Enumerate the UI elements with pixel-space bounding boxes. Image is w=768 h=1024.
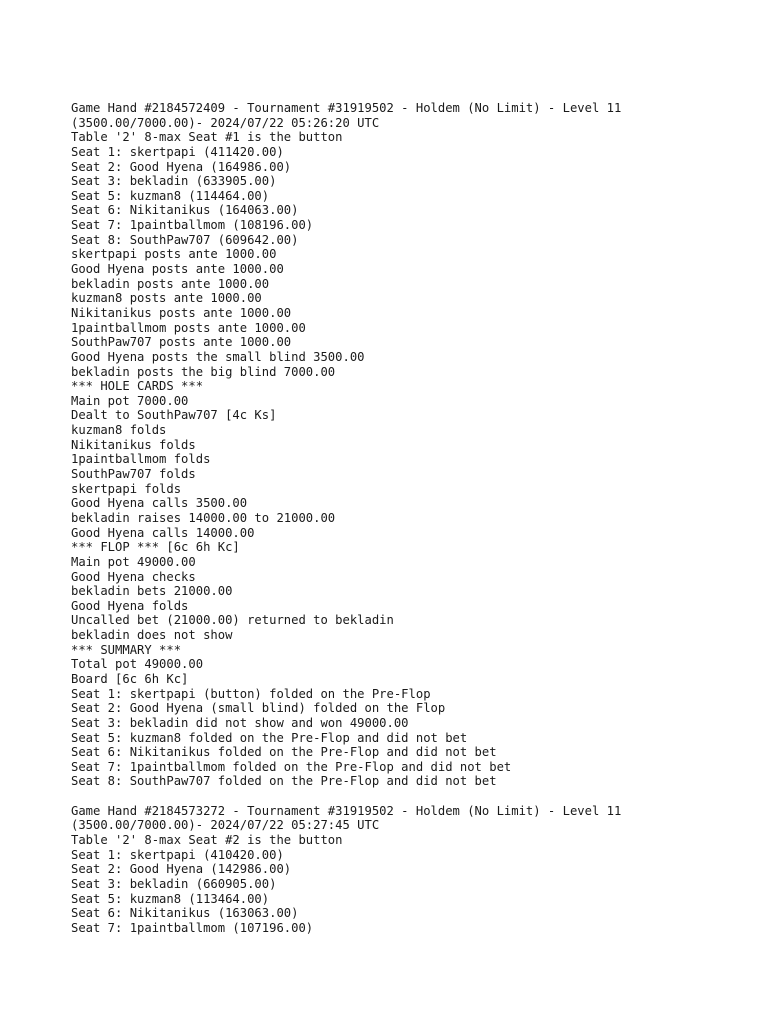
log-line: Uncalled bet (21000.00) returned to bekladin xyxy=(71,613,394,628)
log-line: Good Hyena calls 14000.00 xyxy=(71,525,255,540)
log-line: Seat 1: skertpapi (410420.00) xyxy=(71,847,284,862)
log-line: Seat 3: bekladin (660905.00) xyxy=(71,876,277,891)
log-line: *** FLOP *** [6c 6h Kc] xyxy=(71,540,240,555)
log-line: bekladin bets 21000.00 xyxy=(71,584,233,599)
log-line: Seat 2: Good Hyena (small blind) folded on the Flop xyxy=(71,701,446,716)
log-line: Dealt to SouthPaw707 [4c Ks] xyxy=(71,408,277,423)
log-line: 1paintballmom folds xyxy=(71,452,211,467)
log-line: Good Hyena folds xyxy=(71,598,189,613)
log-line: *** HOLE CARDS *** xyxy=(71,379,204,394)
log-line: kuzman8 posts ante 1000.00 xyxy=(71,291,262,306)
log-line: Main pot 7000.00 xyxy=(71,393,189,408)
log-line: Seat 3: bekladin (633905.00) xyxy=(71,174,277,189)
log-line: Total pot 49000.00 xyxy=(71,657,204,672)
log-line: Good Hyena checks xyxy=(71,569,196,584)
log-line: bekladin posts the big blind 7000.00 xyxy=(71,364,336,379)
log-line: Game Hand #2184572409 - Tournament #31919502 - Holdem (No Limit) - Level 11 xyxy=(71,101,622,115)
log-line: Seat 7: 1paintballmom (108196.00) xyxy=(71,218,314,233)
log-line: Table '2' 8-max Seat #1 is the button xyxy=(71,130,343,145)
log-line: Nikitanikus folds xyxy=(71,437,196,452)
log-line: Board [6c 6h Kc] xyxy=(71,671,189,686)
log-line: (3500.00/7000.00)- 2024/07/22 05:27:45 UTC xyxy=(71,818,380,833)
log-line: Main pot 49000.00 xyxy=(71,554,196,569)
log-line: Seat 8: SouthPaw707 (609642.00) xyxy=(71,232,299,247)
log-line: Good Hyena posts ante 1000.00 xyxy=(71,262,284,277)
log-line: SouthPaw707 posts ante 1000.00 xyxy=(71,335,292,350)
hand-separator xyxy=(71,789,751,804)
hand-history-document xyxy=(71,101,751,936)
log-line: Seat 3: bekladin did not show and won 49000.00 xyxy=(71,715,409,730)
log-line: Seat 6: Nikitanikus (164063.00) xyxy=(71,203,299,218)
log-line: Seat 7: 1paintballmom folded on the Pre-Flop and did not bet xyxy=(71,759,512,774)
log-line: Nikitanikus posts ante 1000.00 xyxy=(71,305,292,320)
log-line: Good Hyena calls 3500.00 xyxy=(71,496,248,511)
hand-block xyxy=(71,101,751,789)
log-line: Seat 1: skertpapi (button) folded on the Pre-Flop xyxy=(71,686,431,701)
log-line: Seat 6: Nikitanikus folded on the Pre-Flop and did not bet xyxy=(71,745,497,760)
log-line: Seat 2: Good Hyena (164986.00) xyxy=(71,159,292,174)
hand-block xyxy=(71,804,751,936)
log-line: Seat 2: Good Hyena (142986.00) xyxy=(71,862,292,877)
log-line: Seat 1: skertpapi (411420.00) xyxy=(71,144,284,159)
log-line: (3500.00/7000.00)- 2024/07/22 05:26:20 UTC xyxy=(71,115,380,130)
log-line: 1paintballmom posts ante 1000.00 xyxy=(71,320,306,335)
log-line: Seat 7: 1paintballmom (107196.00) xyxy=(71,920,314,935)
log-line: bekladin does not show xyxy=(71,628,233,643)
log-line: Table '2' 8-max Seat #2 is the button xyxy=(71,833,343,848)
log-line: Seat 6: Nikitanikus (163063.00) xyxy=(71,906,299,921)
log-line: bekladin raises 14000.00 to 21000.00 xyxy=(71,510,336,525)
log-line: Seat 5: kuzman8 (114464.00) xyxy=(71,188,270,203)
log-line: Seat 5: kuzman8 folded on the Pre-Flop and did not bet xyxy=(71,730,468,745)
log-line: Seat 5: kuzman8 (113464.00) xyxy=(71,891,270,906)
log-line: Seat 8: SouthPaw707 folded on the Pre-Flop and did not bet xyxy=(71,774,497,789)
log-line: Good Hyena posts the small blind 3500.00 xyxy=(71,349,365,364)
log-line: *** SUMMARY *** xyxy=(71,642,182,657)
log-line: skertpapi folds xyxy=(71,481,182,496)
log-line: Game Hand #2184573272 - Tournament #31919502 - Holdem (No Limit) - Level 11 xyxy=(71,803,622,818)
log-line: kuzman8 folds xyxy=(71,423,167,438)
log-line: SouthPaw707 folds xyxy=(71,467,196,482)
log-line: bekladin posts ante 1000.00 xyxy=(71,276,270,291)
log-line: skertpapi posts ante 1000.00 xyxy=(71,247,277,262)
